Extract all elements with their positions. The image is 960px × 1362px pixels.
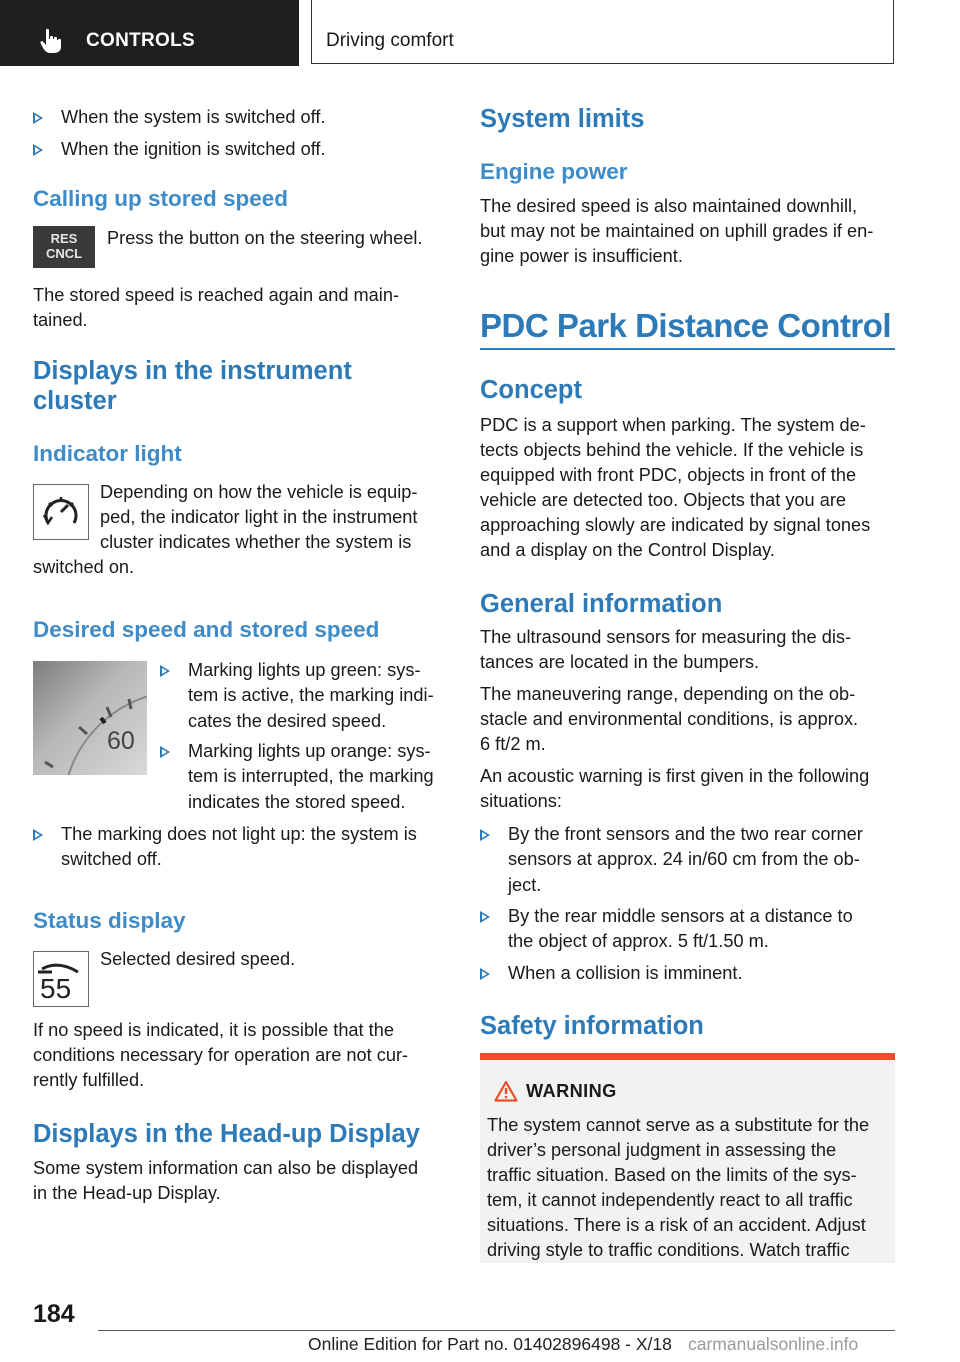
system-limits-heading: System limits (480, 105, 645, 133)
calling-text: Press the button on the steering wheel. (107, 228, 423, 248)
concept-heading: Concept (480, 376, 582, 404)
speedometer-gauge-image (33, 661, 147, 775)
triangle-bullet-icon (480, 968, 490, 980)
triangle-bullet-icon (480, 911, 490, 923)
warning-line-4: tem, it cannot independently react to all traffic (487, 1190, 853, 1210)
cruise-control-indicator-icon (33, 484, 89, 540)
gauge-icon (33, 661, 147, 775)
general-p3-line-2: situations: (480, 791, 562, 811)
warning-bar (480, 1053, 895, 1060)
engine-line-2: but may not be maintained on uphill grades if en- (480, 221, 874, 241)
triangle-bullet-icon (480, 829, 490, 841)
triangle-bullet-icon (33, 829, 43, 841)
controls-tab-label: CONTROLS (86, 30, 196, 51)
indicator-light-heading: Indicator light (33, 441, 182, 466)
triangle-bullet-icon (160, 746, 170, 758)
concept-line-4: vehicle are detected too. Objects that you are (480, 490, 846, 510)
hud-heading: Displays in the Head-up Display (33, 1120, 420, 1148)
concept-line-5: approaching slowly are indicated by signal tones (480, 515, 871, 535)
general-p2-line-3: 6 ft/2 m. (480, 734, 546, 754)
engine-line-1: The desired speed is also maintained downhill, (480, 196, 858, 216)
footer-divider (98, 1330, 895, 1331)
status-display-heading: Status display (33, 908, 186, 933)
warning-line-6: driving style to traffic conditions. Watch traffic (487, 1240, 850, 1260)
hud-line-2: in the Head-up Display. (33, 1183, 221, 1203)
warning-box (480, 1053, 895, 1263)
concept-line-2: tects objects behind the vehicle. If the vehicle is (480, 440, 864, 460)
warning-line-1: The system cannot serve as a substitute for the (487, 1115, 870, 1135)
calling-stored-speed-heading: Calling up stored speed (33, 186, 289, 211)
warning-triangle-icon (494, 1080, 518, 1102)
no-speed-line-3: rently fulfilled. (33, 1070, 145, 1090)
edition-note: Online Edition for Part no. 01402896498 - X/18 (308, 1334, 672, 1354)
concept-line-3: equipped with front PDC, objects in front of the (480, 465, 857, 485)
general-information-heading: General information (480, 590, 723, 618)
section-tab-controls[interactable] (0, 0, 299, 66)
warning-line-5: situations. There is a risk of an accident. Adjust (487, 1215, 866, 1235)
warning-label: WARNING (526, 1081, 617, 1101)
general-p2-line-2: stacle and environmental conditions, is approx. (480, 709, 859, 729)
status-speed-number: 55 (40, 973, 72, 1004)
general-p2-line-1: The maneuvering range, depending on the ob- (480, 684, 856, 704)
stored-speed-line-1: The stored speed is reached again and main- (33, 285, 399, 305)
general-p1-line-2: tances are located in the bumpers. (480, 652, 760, 672)
displays-instrument-heading-2: cluster (33, 387, 117, 415)
indicator-line-2: ped, the indicator light in the instrument (100, 507, 418, 527)
gauge-speed-label: 60 (107, 727, 135, 755)
warning-line-2: driver’s personal judgment in assessing the (487, 1140, 837, 1160)
page-header (0, 0, 960, 66)
section-tab-driving-comfort[interactable] (311, 0, 894, 64)
res-cncl-button-icon: RES CNCL (33, 226, 95, 268)
safety-information-heading: Safety information (480, 1012, 704, 1040)
driving-comfort-tab-label: Driving comfort (326, 30, 454, 51)
watermark[interactable]: carmanualsonline.info (688, 1334, 859, 1354)
stored-speed-line-2: tained. (33, 310, 88, 330)
indicator-line-4: switched on. (33, 557, 135, 577)
no-speed-line-1: If no speed is indicated, it is possible that the (33, 1020, 394, 1040)
displays-instrument-heading-1: Displays in the instrument (33, 357, 352, 385)
engine-power-heading: Engine power (480, 159, 628, 184)
concept-line-6: and a display on the Control Display. (480, 540, 775, 560)
concept-line-1: PDC is a support when parking. The system de- (480, 415, 866, 435)
no-speed-line-2: conditions necessary for operation are not cur- (33, 1045, 409, 1065)
general-p1-line-1: The ultrasound sensors for measuring the dis- (480, 627, 852, 647)
triangle-bullet-icon (33, 144, 43, 156)
status-text: Selected desired speed. (100, 949, 296, 969)
triangle-bullet-icon (160, 665, 170, 677)
status-display-icon (33, 951, 89, 1007)
indicator-line-3: cluster indicates whether the system is (100, 532, 412, 552)
triangle-bullet-icon (33, 112, 43, 124)
hand-pointer-icon (40, 28, 62, 54)
speedometer-icon (34, 485, 88, 539)
chapter-title-rule (480, 348, 895, 350)
desired-speed-heading: Desired speed and stored speed (33, 617, 380, 642)
indicator-line-1: Depending on how the vehicle is equip- (100, 482, 418, 502)
engine-line-3: gine power is insufficient. (480, 246, 683, 266)
general-p3-line-1: An acoustic warning is first given in the following (480, 766, 870, 786)
hud-line-1: Some system information can also be displayed (33, 1158, 419, 1178)
pdc-chapter-title: PDC Park Distance Control (480, 307, 892, 344)
page-number: 184 (33, 1300, 75, 1328)
warning-line-3: traffic situation. Based on the limits of the sys- (487, 1165, 857, 1185)
